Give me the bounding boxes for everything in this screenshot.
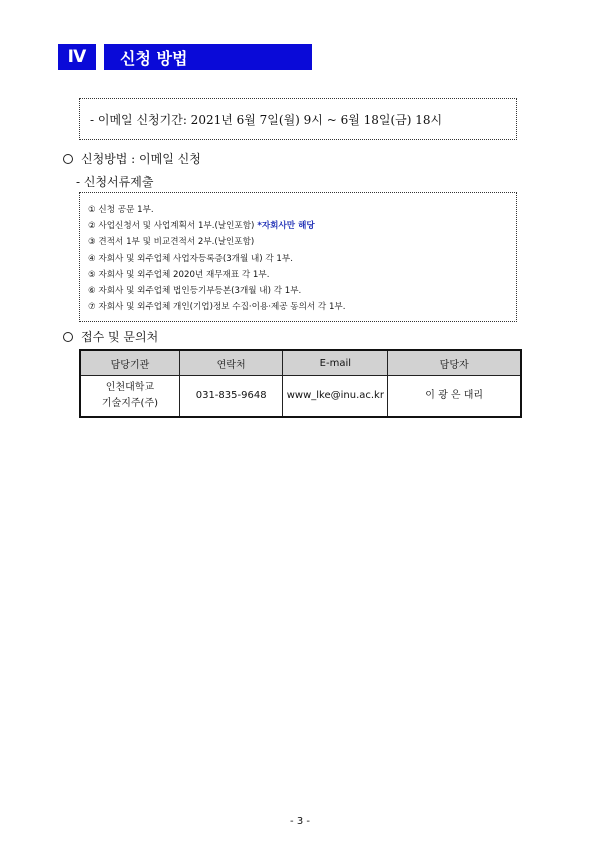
page-number: - 3 - <box>290 816 310 827</box>
list-item: ① 신청 공문 1부. <box>88 205 154 215</box>
person-cell: 이 광 은 대리 <box>388 376 521 418</box>
list-item: ⑦ 자회사 및 외주업체 개인(기업)정보 수집·이용·제공 동의서 각 1부. <box>88 302 346 313</box>
method-item <box>63 150 201 167</box>
org-cell <box>80 376 179 418</box>
contact-heading: 접수 및 문의처 <box>81 330 159 344</box>
header-org: 담당기관 <box>80 350 179 376</box>
documents-heading: - 신청서류제출 <box>76 175 154 189</box>
application-period: - 이메일 신청기간: 2021년 6월 7일(월) 9시 ~ 6월 18일(금) 18시 <box>90 113 443 127</box>
section-title: 신청 방법 <box>104 44 312 70</box>
org-line2: 기술지주(주) <box>101 398 159 409</box>
circle-bullet-icon <box>63 332 73 342</box>
org-line1: 인천대학교 <box>105 382 155 393</box>
list-item: ⑥ 자회사 및 외주업체 법인등기부등본(3개월 내) 각 1부. <box>88 285 302 296</box>
header-person: 담당자 <box>388 350 521 376</box>
list-item-text: ② 사업신청서 및 사업계획서 1부.(날인포함) <box>88 221 255 232</box>
list-item: ④ 자회사 및 외주업체 사업자등록증(3개월 내) 각 1부. <box>88 253 293 264</box>
contact-table <box>79 349 522 418</box>
application-method: 신청방법 : 이메일 신청 <box>81 152 201 166</box>
section-number: Ⅳ <box>58 44 96 70</box>
documents-list <box>88 202 345 315</box>
header-email: E-mail <box>283 350 388 376</box>
circle-bullet-icon <box>63 154 73 164</box>
period-box <box>79 98 517 140</box>
contact-item <box>63 328 158 345</box>
email-cell: www_lke@inu.ac.kr <box>283 376 388 418</box>
phone-cell: 031-835-9648 <box>179 376 282 418</box>
header-phone: 연락처 <box>179 350 282 376</box>
list-item: ⑤ 자회사 및 외주업체 2020년 재무재표 각 1부. <box>88 269 270 280</box>
documents-box <box>79 192 517 322</box>
section-heading <box>58 44 312 70</box>
list-item <box>88 218 345 234</box>
table-header-row <box>80 350 521 376</box>
table-row <box>80 376 521 418</box>
list-item: ③ 견적서 1부 및 비교견적서 2부.(날인포함) <box>88 237 255 248</box>
note-subsidiary-only: *자회사만 해당 <box>257 221 315 232</box>
